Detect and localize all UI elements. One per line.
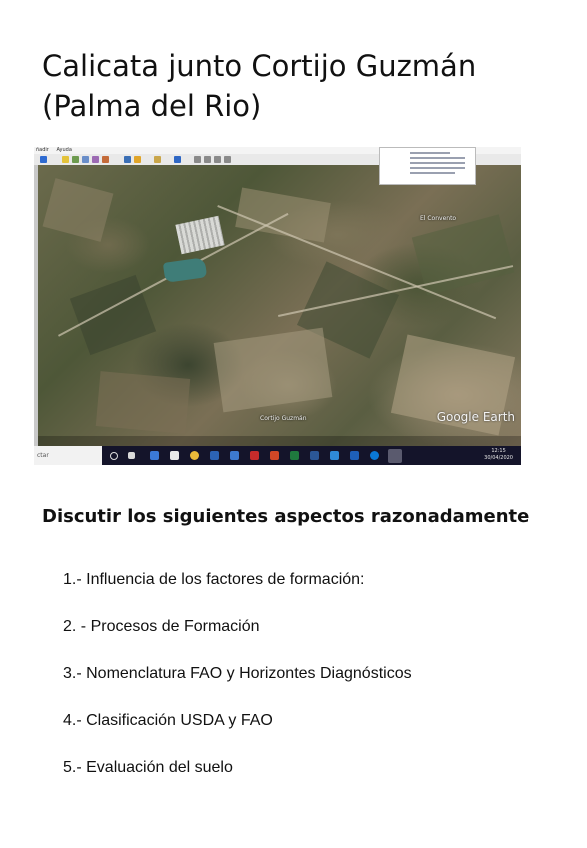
- list-item: 3.- Nomenclatura FAO y Horizontes Diagnósticos: [63, 665, 412, 682]
- store-icon[interactable]: [170, 451, 179, 460]
- thumbnail-line: [410, 162, 465, 164]
- google-earth-screenshot: [34, 147, 521, 465]
- cortana-icon[interactable]: [110, 452, 118, 460]
- zoom-icon[interactable]: [330, 451, 339, 460]
- field-patch: [214, 328, 333, 413]
- title-line-1: Calicata junto Cortijo Guzmán: [42, 49, 477, 83]
- clock-time: 12:15: [491, 448, 506, 454]
- tour-icon[interactable]: [102, 156, 109, 163]
- clock-date: 30/04/2020: [484, 455, 513, 461]
- explorer-icon[interactable]: [210, 451, 219, 460]
- excel-icon[interactable]: [290, 451, 299, 460]
- menu-item-ayuda[interactable]: Ayuda: [56, 147, 72, 153]
- system-clock[interactable]: [484, 448, 513, 462]
- field-patch: [96, 371, 190, 434]
- mail-icon[interactable]: [150, 451, 159, 460]
- thumbnail-line: [410, 167, 465, 169]
- google-earth-logo: Google Earth: [436, 410, 515, 424]
- overlay-icon[interactable]: [92, 156, 99, 163]
- list-item: 2. - Procesos de Formación: [63, 618, 260, 635]
- taskbar-search[interactable]: [34, 446, 102, 465]
- placemark-icon[interactable]: [62, 156, 69, 163]
- maps-icon[interactable]: [224, 156, 231, 163]
- windows-taskbar: [34, 446, 521, 465]
- acrobat-icon[interactable]: [250, 451, 259, 460]
- chrome-icon[interactable]: [190, 451, 199, 460]
- edge-icon[interactable]: [370, 451, 379, 460]
- historical-imagery-icon[interactable]: [124, 156, 131, 163]
- sun-icon[interactable]: [134, 156, 141, 163]
- print-icon[interactable]: [204, 156, 211, 163]
- section-heading: Discutir los siguientes aspectos razonadamente: [42, 506, 530, 527]
- menu-item-anadir[interactable]: ñadir: [36, 147, 49, 153]
- save-image-icon[interactable]: [214, 156, 221, 163]
- field-patch: [43, 178, 114, 242]
- powerpoint-icon[interactable]: [270, 451, 279, 460]
- field-patch: [70, 275, 156, 355]
- list-item: 1.- Influencia de los factores de formación:: [63, 571, 365, 588]
- list-item: 4.- Clasificación USDA y FAO: [63, 712, 273, 729]
- map-label-el-convento[interactable]: El Convento: [420, 215, 457, 222]
- email-icon[interactable]: [194, 156, 201, 163]
- document-thumbnail[interactable]: [379, 147, 476, 185]
- google-earth-task-icon[interactable]: [388, 449, 402, 463]
- page-title: [42, 46, 562, 126]
- title-line-2: (Palma del Rio): [42, 89, 262, 123]
- search-text: ctar: [37, 452, 49, 459]
- list-item: 5.- Evaluación del suelo: [63, 759, 233, 776]
- thumbnail-line: [410, 172, 455, 174]
- planets-icon[interactable]: [154, 156, 161, 163]
- map-label-cortijo[interactable]: Cortijo Guzmán: [260, 415, 307, 422]
- polygon-icon[interactable]: [72, 156, 79, 163]
- map-status-bar: [38, 436, 521, 446]
- satellite-map[interactable]: [38, 165, 521, 446]
- farm-buildings: [175, 216, 224, 254]
- task-view-icon[interactable]: [128, 452, 135, 459]
- aspects-list: [63, 568, 563, 803]
- word-icon[interactable]: [310, 451, 319, 460]
- ruler-icon[interactable]: [174, 156, 181, 163]
- thumbnail-line: [410, 152, 450, 154]
- thumbnail-line: [410, 157, 465, 159]
- calendar-icon[interactable]: [230, 451, 239, 460]
- path-icon[interactable]: [82, 156, 89, 163]
- reservoir: [163, 257, 207, 283]
- sidebar-toggle-icon[interactable]: [40, 156, 47, 163]
- teams-icon[interactable]: [350, 451, 359, 460]
